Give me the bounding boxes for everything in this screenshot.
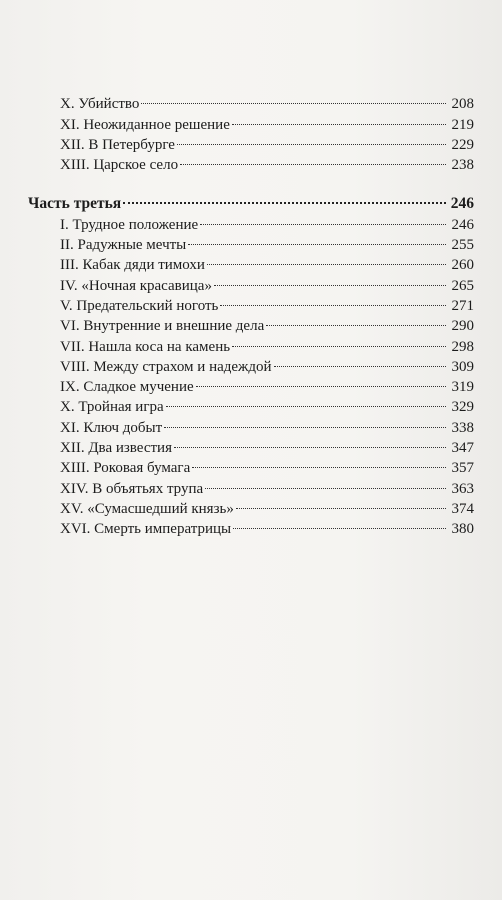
toc-entry-title: XI. Неожиданное решение — [60, 116, 230, 133]
toc-entry-title: XIII. Роковая бумага — [60, 460, 191, 477]
toc-entry-page: 309 — [451, 358, 474, 375]
toc-entry-title: III. Кабак дяди тимохи — [60, 257, 205, 274]
dot-leader — [195, 371, 447, 391]
toc-entry-title: XIV. В объятьях трупа — [60, 480, 204, 497]
dot-leader — [204, 472, 447, 492]
dot-leader — [163, 411, 447, 431]
dot-leader — [165, 391, 447, 411]
toc-entry-title: IX. Сладкое мучение — [60, 379, 194, 396]
toc-entry — [28, 88, 474, 113]
toc-entry-page: 260 — [451, 257, 474, 274]
toc-entry-page: 298 — [451, 338, 474, 355]
dot-leader — [232, 513, 447, 533]
part-title: Часть третья — [28, 195, 122, 213]
toc-entry-page: 229 — [451, 136, 474, 153]
dot-leader — [122, 188, 447, 208]
toc-entry-title: X. Убийство — [60, 96, 140, 113]
dot-leader — [140, 88, 447, 108]
toc-entry-page: 363 — [451, 480, 474, 497]
toc-entry-page: 238 — [451, 157, 474, 174]
toc-entry-title: VIII. Между страхом и надеждой — [60, 358, 272, 375]
part-page: 246 — [450, 195, 474, 213]
toc-entry-title: XV. «Сумасшедший князь» — [60, 500, 234, 517]
toc-entry-page: 219 — [451, 116, 474, 133]
toc-entry-title: XII. Два известия — [60, 440, 172, 457]
toc-entry-page: 347 — [451, 440, 474, 457]
toc-entry-title: X. Тройная игра — [60, 399, 164, 416]
toc-entry-page: 255 — [451, 237, 474, 254]
toc-entry-page: 338 — [451, 419, 474, 436]
toc-entry-page: 329 — [451, 399, 474, 416]
toc-entry-page: 265 — [451, 277, 474, 294]
dot-leader — [265, 310, 447, 330]
dot-leader — [173, 432, 447, 452]
table-of-contents — [28, 88, 474, 538]
dot-leader — [179, 149, 447, 169]
toc-entry-page: 319 — [451, 379, 474, 396]
dot-leader — [191, 452, 447, 472]
toc-entry-page: 208 — [451, 96, 474, 113]
dot-leader — [231, 330, 447, 350]
toc-entry-title: I. Трудное положение — [60, 216, 199, 233]
toc-part-heading — [28, 188, 474, 213]
toc-entry-page: 357 — [451, 460, 474, 477]
dot-leader — [273, 351, 447, 371]
dot-leader — [206, 249, 447, 269]
toc-entry-title: XIII. Царское село — [60, 157, 179, 174]
dot-leader — [231, 108, 447, 128]
toc-entry-title: IV. «Ночная красавица» — [60, 277, 212, 294]
toc-entry-page: 374 — [451, 500, 474, 517]
toc-entry-title: VII. Нашла коса на камень — [60, 338, 231, 355]
dot-leader — [176, 129, 447, 149]
dot-leader — [199, 208, 447, 228]
dot-leader — [213, 269, 447, 289]
toc-entry-title: V. Предательский ноготь — [60, 297, 219, 314]
toc-entry-title: XI. Ключ добыт — [60, 419, 163, 436]
toc-entry-title: XII. В Петербурге — [60, 136, 175, 153]
toc-entry-title: XVI. Смерть императрицы — [60, 521, 232, 538]
dot-leader — [219, 290, 447, 310]
toc-entry-title: II. Радужные мечты — [60, 237, 187, 254]
toc-entry-page: 380 — [451, 521, 474, 538]
toc-entry-page: 271 — [451, 297, 474, 314]
dot-leader — [187, 229, 447, 249]
toc-entry-page: 246 — [451, 216, 474, 233]
toc-entry-page: 290 — [451, 318, 474, 335]
dot-leader — [235, 493, 447, 513]
toc-entry-title: VI. Внутренние и внешние дела — [60, 318, 265, 335]
